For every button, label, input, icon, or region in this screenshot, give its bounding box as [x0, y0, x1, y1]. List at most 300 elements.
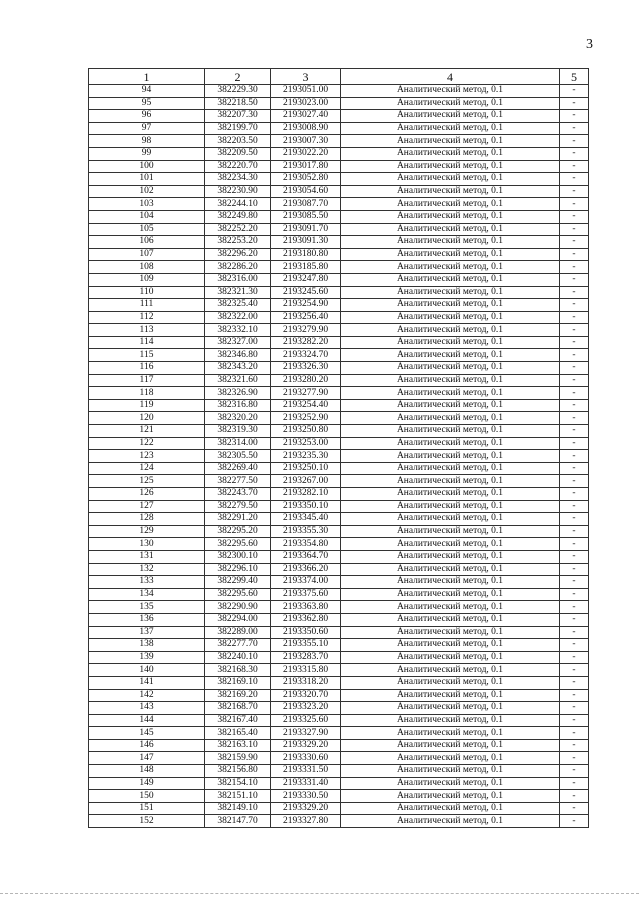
- error-cell: -: [560, 576, 589, 589]
- table-row: [89, 626, 589, 639]
- table-row: [89, 550, 589, 563]
- x-coordinate-cell: 382169.10: [205, 676, 271, 689]
- table-row: [89, 273, 589, 286]
- y-coordinate-cell: 2193375.60: [271, 588, 341, 601]
- method-cell: Аналитический метод, 0.1: [341, 525, 560, 538]
- x-coordinate-cell: 382230.90: [205, 185, 271, 198]
- table-row: [89, 236, 589, 249]
- table-row: [89, 752, 589, 765]
- x-coordinate-cell: 382299.40: [205, 576, 271, 589]
- point-number-cell: 116: [89, 362, 205, 375]
- point-number-cell: 111: [89, 299, 205, 312]
- point-number-cell: 142: [89, 689, 205, 702]
- table-row: [89, 676, 589, 689]
- y-coordinate-cell: 2193363.80: [271, 601, 341, 614]
- error-cell: -: [560, 198, 589, 211]
- error-cell: -: [560, 651, 589, 664]
- x-coordinate-cell: 382169.20: [205, 689, 271, 702]
- method-cell: Аналитический метод, 0.1: [341, 336, 560, 349]
- table-row: [89, 500, 589, 513]
- table-row: [89, 613, 589, 626]
- method-cell: Аналитический метод, 0.1: [341, 752, 560, 765]
- x-coordinate-cell: 382168.30: [205, 664, 271, 677]
- method-cell: Аналитический метод, 0.1: [341, 739, 560, 752]
- x-coordinate-cell: 382291.20: [205, 513, 271, 526]
- y-coordinate-cell: 2193283.70: [271, 651, 341, 664]
- error-cell: -: [560, 815, 589, 828]
- error-cell: -: [560, 475, 589, 488]
- error-cell: -: [560, 790, 589, 803]
- y-coordinate-cell: 2193253.00: [271, 437, 341, 450]
- y-coordinate-cell: 2193323.20: [271, 702, 341, 715]
- error-cell: -: [560, 765, 589, 778]
- table-row: [89, 223, 589, 236]
- x-coordinate-cell: 382327.00: [205, 336, 271, 349]
- y-coordinate-cell: 2193235.30: [271, 450, 341, 463]
- x-coordinate-cell: 382244.10: [205, 198, 271, 211]
- point-number-cell: 122: [89, 437, 205, 450]
- table-row: [89, 173, 589, 186]
- x-coordinate-cell: 382295.20: [205, 525, 271, 538]
- point-number-cell: 148: [89, 765, 205, 778]
- table-row: [89, 147, 589, 160]
- point-number-cell: 143: [89, 702, 205, 715]
- point-number-cell: 119: [89, 399, 205, 412]
- x-coordinate-cell: 382321.60: [205, 374, 271, 387]
- error-cell: -: [560, 488, 589, 501]
- table-row: [89, 336, 589, 349]
- error-cell: -: [560, 160, 589, 173]
- y-coordinate-cell: 2193282.10: [271, 488, 341, 501]
- point-number-cell: 95: [89, 97, 205, 110]
- method-cell: Аналитический метод, 0.1: [341, 399, 560, 412]
- error-cell: -: [560, 336, 589, 349]
- point-number-cell: 101: [89, 173, 205, 186]
- point-number-cell: 130: [89, 538, 205, 551]
- table-row: [89, 450, 589, 463]
- y-coordinate-cell: 2193324.70: [271, 349, 341, 362]
- y-coordinate-cell: 2193366.20: [271, 563, 341, 576]
- error-cell: -: [560, 613, 589, 626]
- y-coordinate-cell: 2193254.90: [271, 299, 341, 312]
- y-coordinate-cell: 2193007.30: [271, 135, 341, 148]
- method-cell: Аналитический метод, 0.1: [341, 500, 560, 513]
- x-coordinate-cell: 382218.50: [205, 97, 271, 110]
- point-number-cell: 104: [89, 210, 205, 223]
- x-coordinate-cell: 382322.00: [205, 311, 271, 324]
- method-cell: Аналитический метод, 0.1: [341, 765, 560, 778]
- error-cell: -: [560, 664, 589, 677]
- x-coordinate-cell: 382296.10: [205, 563, 271, 576]
- x-coordinate-cell: 382249.80: [205, 210, 271, 223]
- point-number-cell: 134: [89, 588, 205, 601]
- point-number-cell: 137: [89, 626, 205, 639]
- table-row: [89, 286, 589, 299]
- table-row: [89, 563, 589, 576]
- x-coordinate-cell: 382252.20: [205, 223, 271, 236]
- y-coordinate-cell: 2193327.80: [271, 815, 341, 828]
- point-number-cell: 108: [89, 261, 205, 274]
- point-number-cell: 132: [89, 563, 205, 576]
- table-row: [89, 437, 589, 450]
- method-cell: Аналитический метод, 0.1: [341, 135, 560, 148]
- x-coordinate-cell: 382207.30: [205, 110, 271, 123]
- method-cell: Аналитический метод, 0.1: [341, 462, 560, 475]
- y-coordinate-cell: 2193362.80: [271, 613, 341, 626]
- error-cell: -: [560, 122, 589, 135]
- y-coordinate-cell: 2193320.70: [271, 689, 341, 702]
- table-row: [89, 299, 589, 312]
- y-coordinate-cell: 2193355.10: [271, 639, 341, 652]
- x-coordinate-cell: 382295.60: [205, 588, 271, 601]
- method-cell: Аналитический метод, 0.1: [341, 588, 560, 601]
- table-row: [89, 488, 589, 501]
- error-cell: -: [560, 714, 589, 727]
- x-coordinate-cell: 382290.90: [205, 601, 271, 614]
- error-cell: -: [560, 588, 589, 601]
- y-coordinate-cell: 2193364.70: [271, 550, 341, 563]
- y-coordinate-cell: 2193318.20: [271, 676, 341, 689]
- y-coordinate-cell: 2193091.30: [271, 236, 341, 249]
- table-row: [89, 110, 589, 123]
- y-coordinate-cell: 2193279.90: [271, 324, 341, 337]
- method-cell: Аналитический метод, 0.1: [341, 173, 560, 186]
- method-cell: Аналитический метод, 0.1: [341, 122, 560, 135]
- error-cell: -: [560, 135, 589, 148]
- y-coordinate-cell: 2193327.90: [271, 727, 341, 740]
- error-cell: -: [560, 299, 589, 312]
- x-coordinate-cell: 382325.40: [205, 299, 271, 312]
- table-row: [89, 97, 589, 110]
- y-coordinate-cell: 2193315.80: [271, 664, 341, 677]
- table-row: [89, 815, 589, 828]
- y-coordinate-cell: 2193017.80: [271, 160, 341, 173]
- x-coordinate-cell: 382234.30: [205, 173, 271, 186]
- point-number-cell: 144: [89, 714, 205, 727]
- method-cell: Аналитический метод, 0.1: [341, 198, 560, 211]
- method-cell: Аналитический метод, 0.1: [341, 815, 560, 828]
- error-cell: -: [560, 525, 589, 538]
- point-number-cell: 110: [89, 286, 205, 299]
- x-coordinate-cell: 382203.50: [205, 135, 271, 148]
- x-coordinate-cell: 382220.70: [205, 160, 271, 173]
- x-coordinate-cell: 382332.10: [205, 324, 271, 337]
- point-number-cell: 99: [89, 147, 205, 160]
- point-number-cell: 123: [89, 450, 205, 463]
- point-number-cell: 102: [89, 185, 205, 198]
- table-row: [89, 122, 589, 135]
- table-row: [89, 702, 589, 715]
- y-coordinate-cell: 2193374.00: [271, 576, 341, 589]
- method-cell: Аналитический метод, 0.1: [341, 299, 560, 312]
- y-coordinate-cell: 2193247.80: [271, 273, 341, 286]
- method-cell: Аналитический метод, 0.1: [341, 97, 560, 110]
- x-coordinate-cell: 382286.20: [205, 261, 271, 274]
- x-coordinate-cell: 382305.50: [205, 450, 271, 463]
- point-number-cell: 113: [89, 324, 205, 337]
- table-row: [89, 362, 589, 375]
- error-cell: -: [560, 110, 589, 123]
- error-cell: -: [560, 500, 589, 513]
- method-cell: Аналитический метод, 0.1: [341, 362, 560, 375]
- error-cell: -: [560, 85, 589, 98]
- table-row: [89, 210, 589, 223]
- point-number-cell: 146: [89, 739, 205, 752]
- table-row: [89, 399, 589, 412]
- error-cell: -: [560, 462, 589, 475]
- y-coordinate-cell: 2193254.40: [271, 399, 341, 412]
- error-cell: -: [560, 639, 589, 652]
- method-cell: Аналитический метод, 0.1: [341, 160, 560, 173]
- y-coordinate-cell: 2193325.60: [271, 714, 341, 727]
- method-cell: Аналитический метод, 0.1: [341, 639, 560, 652]
- y-coordinate-cell: 2193330.60: [271, 752, 341, 765]
- y-coordinate-cell: 2193250.80: [271, 425, 341, 438]
- y-coordinate-cell: 2193282.20: [271, 336, 341, 349]
- error-cell: -: [560, 210, 589, 223]
- x-coordinate-cell: 382346.80: [205, 349, 271, 362]
- y-coordinate-cell: 2193091.70: [271, 223, 341, 236]
- x-coordinate-cell: 382326.90: [205, 387, 271, 400]
- x-coordinate-cell: 382240.10: [205, 651, 271, 664]
- point-number-cell: 109: [89, 273, 205, 286]
- table-row: [89, 727, 589, 740]
- error-cell: -: [560, 97, 589, 110]
- y-coordinate-cell: 2193245.60: [271, 286, 341, 299]
- y-coordinate-cell: 2193329.20: [271, 739, 341, 752]
- point-number-cell: 150: [89, 790, 205, 803]
- error-cell: -: [560, 601, 589, 614]
- x-coordinate-cell: 382300.10: [205, 550, 271, 563]
- point-number-cell: 121: [89, 425, 205, 438]
- header-col-5: 5: [560, 69, 589, 85]
- error-cell: -: [560, 802, 589, 815]
- method-cell: Аналитический метод, 0.1: [341, 261, 560, 274]
- x-coordinate-cell: 382168.70: [205, 702, 271, 715]
- method-cell: Аналитический метод, 0.1: [341, 651, 560, 664]
- y-coordinate-cell: 2193185.80: [271, 261, 341, 274]
- table-row: [89, 198, 589, 211]
- y-coordinate-cell: 2193354.80: [271, 538, 341, 551]
- error-cell: -: [560, 425, 589, 438]
- y-coordinate-cell: 2193330.50: [271, 790, 341, 803]
- x-coordinate-cell: 382289.00: [205, 626, 271, 639]
- x-coordinate-cell: 382199.70: [205, 122, 271, 135]
- y-coordinate-cell: 2193052.80: [271, 173, 341, 186]
- method-cell: Аналитический метод, 0.1: [341, 689, 560, 702]
- header-col-4: 4: [341, 69, 560, 85]
- method-cell: Аналитический метод, 0.1: [341, 412, 560, 425]
- point-number-cell: 105: [89, 223, 205, 236]
- point-number-cell: 103: [89, 198, 205, 211]
- point-number-cell: 124: [89, 462, 205, 475]
- y-coordinate-cell: 2193350.10: [271, 500, 341, 513]
- point-number-cell: 96: [89, 110, 205, 123]
- x-coordinate-cell: 382277.50: [205, 475, 271, 488]
- point-number-cell: 140: [89, 664, 205, 677]
- table-row: [89, 462, 589, 475]
- point-number-cell: 138: [89, 639, 205, 652]
- x-coordinate-cell: 382209.50: [205, 147, 271, 160]
- point-number-cell: 98: [89, 135, 205, 148]
- error-cell: -: [560, 223, 589, 236]
- error-cell: -: [560, 236, 589, 249]
- method-cell: Аналитический метод, 0.1: [341, 374, 560, 387]
- method-cell: Аналитический метод, 0.1: [341, 387, 560, 400]
- point-number-cell: 126: [89, 488, 205, 501]
- method-cell: Аналитический метод, 0.1: [341, 147, 560, 160]
- x-coordinate-cell: 382277.70: [205, 639, 271, 652]
- y-coordinate-cell: 2193277.90: [271, 387, 341, 400]
- method-cell: Аналитический метод, 0.1: [341, 601, 560, 614]
- y-coordinate-cell: 2193023.00: [271, 97, 341, 110]
- table-header: [89, 69, 589, 85]
- table-row: [89, 425, 589, 438]
- point-number-cell: 128: [89, 513, 205, 526]
- method-cell: Аналитический метод, 0.1: [341, 664, 560, 677]
- point-number-cell: 131: [89, 550, 205, 563]
- point-number-cell: 100: [89, 160, 205, 173]
- table-row: [89, 639, 589, 652]
- point-number-cell: 125: [89, 475, 205, 488]
- table-row: [89, 311, 589, 324]
- method-cell: Аналитический метод, 0.1: [341, 311, 560, 324]
- y-coordinate-cell: 2193355.30: [271, 525, 341, 538]
- x-coordinate-cell: 382229.30: [205, 85, 271, 98]
- point-number-cell: 136: [89, 613, 205, 626]
- x-coordinate-cell: 382321.30: [205, 286, 271, 299]
- x-coordinate-cell: 382343.20: [205, 362, 271, 375]
- bottom-divider: [0, 893, 639, 894]
- y-coordinate-cell: 2193252.90: [271, 412, 341, 425]
- x-coordinate-cell: 382316.80: [205, 399, 271, 412]
- point-number-cell: 152: [89, 815, 205, 828]
- table-body: [89, 85, 589, 828]
- y-coordinate-cell: 2193085.50: [271, 210, 341, 223]
- method-cell: Аналитический метод, 0.1: [341, 475, 560, 488]
- table-row: [89, 412, 589, 425]
- table-row: [89, 714, 589, 727]
- point-number-cell: 145: [89, 727, 205, 740]
- method-cell: Аналитический метод, 0.1: [341, 286, 560, 299]
- point-number-cell: 107: [89, 248, 205, 261]
- table-row: [89, 802, 589, 815]
- table-row: [89, 601, 589, 614]
- error-cell: -: [560, 727, 589, 740]
- x-coordinate-cell: 382294.00: [205, 613, 271, 626]
- error-cell: -: [560, 538, 589, 551]
- y-coordinate-cell: 2193250.10: [271, 462, 341, 475]
- error-cell: -: [560, 739, 589, 752]
- error-cell: -: [560, 437, 589, 450]
- table-row: [89, 248, 589, 261]
- table-row: [89, 777, 589, 790]
- table-row: [89, 739, 589, 752]
- method-cell: Аналитический метод, 0.1: [341, 777, 560, 790]
- error-cell: -: [560, 286, 589, 299]
- error-cell: -: [560, 412, 589, 425]
- y-coordinate-cell: 2193331.40: [271, 777, 341, 790]
- point-number-cell: 112: [89, 311, 205, 324]
- x-coordinate-cell: 382243.70: [205, 488, 271, 501]
- y-coordinate-cell: 2193345.40: [271, 513, 341, 526]
- x-coordinate-cell: 382319.30: [205, 425, 271, 438]
- point-number-cell: 151: [89, 802, 205, 815]
- error-cell: -: [560, 173, 589, 186]
- header-row: [89, 69, 589, 85]
- method-cell: Аналитический метод, 0.1: [341, 185, 560, 198]
- method-cell: Аналитический метод, 0.1: [341, 676, 560, 689]
- method-cell: Аналитический метод, 0.1: [341, 802, 560, 815]
- method-cell: Аналитический метод, 0.1: [341, 488, 560, 501]
- error-cell: -: [560, 261, 589, 274]
- table-row: [89, 538, 589, 551]
- error-cell: -: [560, 374, 589, 387]
- error-cell: -: [560, 702, 589, 715]
- x-coordinate-cell: 382147.70: [205, 815, 271, 828]
- method-cell: Аналитический метод, 0.1: [341, 702, 560, 715]
- x-coordinate-cell: 382296.20: [205, 248, 271, 261]
- coordinates-table: [88, 68, 589, 828]
- header-col-3: 3: [271, 69, 341, 85]
- error-cell: -: [560, 676, 589, 689]
- y-coordinate-cell: 2193027.40: [271, 110, 341, 123]
- table-row: [89, 135, 589, 148]
- y-coordinate-cell: 2193022.20: [271, 147, 341, 160]
- point-number-cell: 139: [89, 651, 205, 664]
- point-number-cell: 135: [89, 601, 205, 614]
- x-coordinate-cell: 382269.40: [205, 462, 271, 475]
- error-cell: -: [560, 689, 589, 702]
- point-number-cell: 117: [89, 374, 205, 387]
- table-row: [89, 576, 589, 589]
- y-coordinate-cell: 2193054.60: [271, 185, 341, 198]
- point-number-cell: 118: [89, 387, 205, 400]
- error-cell: -: [560, 147, 589, 160]
- y-coordinate-cell: 2193087.70: [271, 198, 341, 211]
- method-cell: Аналитический метод, 0.1: [341, 223, 560, 236]
- x-coordinate-cell: 382149.10: [205, 802, 271, 815]
- error-cell: -: [560, 450, 589, 463]
- y-coordinate-cell: 2193256.40: [271, 311, 341, 324]
- x-coordinate-cell: 382316.00: [205, 273, 271, 286]
- method-cell: Аналитический метод, 0.1: [341, 538, 560, 551]
- table-row: [89, 261, 589, 274]
- method-cell: Аналитический метод, 0.1: [341, 85, 560, 98]
- error-cell: -: [560, 362, 589, 375]
- method-cell: Аналитический метод, 0.1: [341, 349, 560, 362]
- y-coordinate-cell: 2193350.60: [271, 626, 341, 639]
- point-number-cell: 97: [89, 122, 205, 135]
- error-cell: -: [560, 248, 589, 261]
- x-coordinate-cell: 382320.20: [205, 412, 271, 425]
- y-coordinate-cell: 2193180.80: [271, 248, 341, 261]
- table-row: [89, 513, 589, 526]
- error-cell: -: [560, 563, 589, 576]
- point-number-cell: 120: [89, 412, 205, 425]
- x-coordinate-cell: 382314.00: [205, 437, 271, 450]
- error-cell: -: [560, 185, 589, 198]
- page-number: 3: [586, 37, 593, 52]
- error-cell: -: [560, 513, 589, 526]
- method-cell: Аналитический метод, 0.1: [341, 437, 560, 450]
- method-cell: Аналитический метод, 0.1: [341, 324, 560, 337]
- method-cell: Аналитический метод, 0.1: [341, 210, 560, 223]
- x-coordinate-cell: 382165.40: [205, 727, 271, 740]
- table-row: [89, 651, 589, 664]
- table-row: [89, 765, 589, 778]
- table-row: [89, 349, 589, 362]
